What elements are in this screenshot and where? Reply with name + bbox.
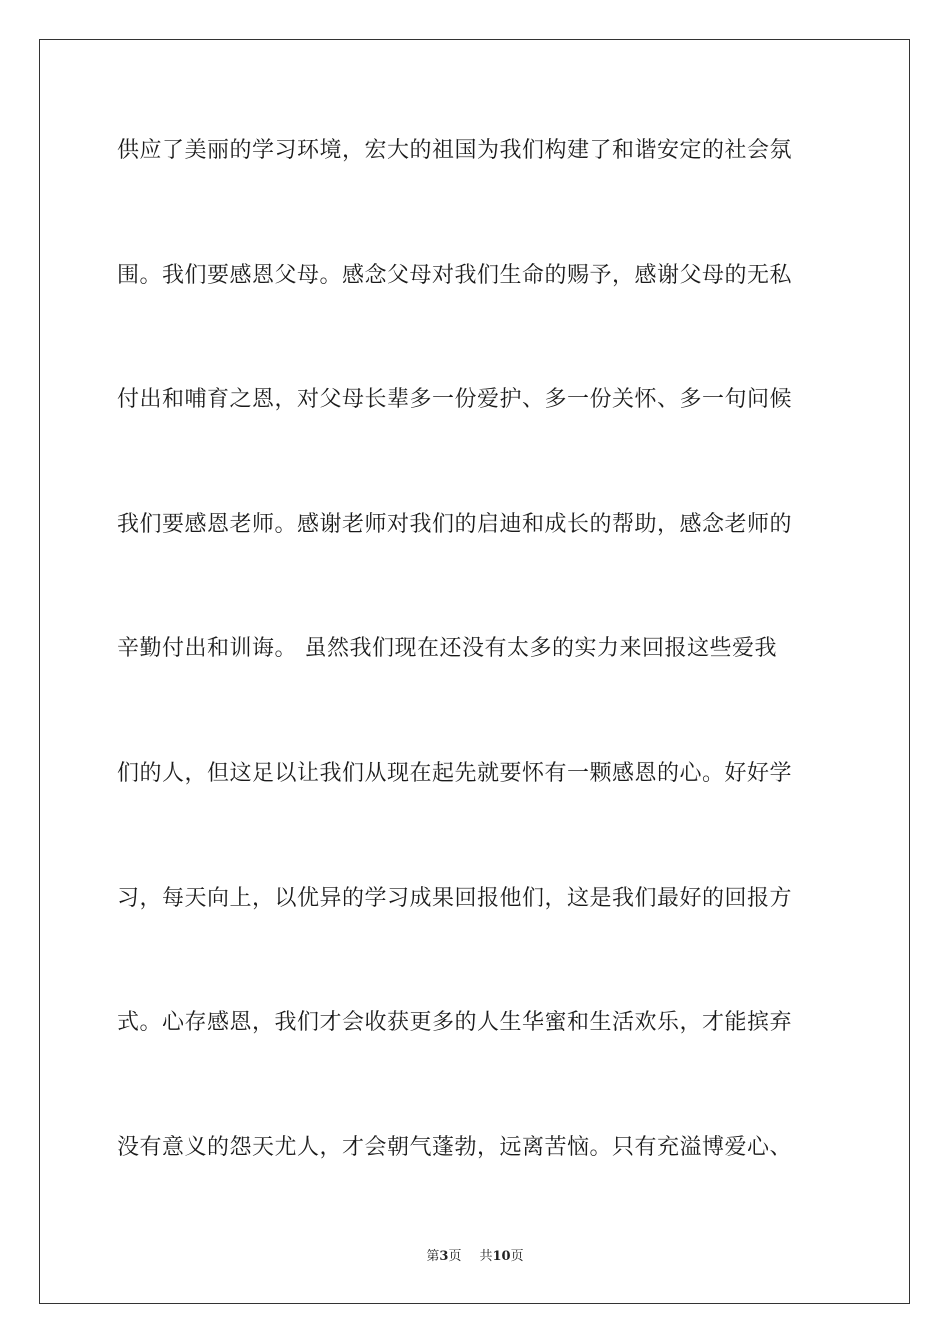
text-line: 围。我们要感恩父母。感念父母对我们生命的赐予，感谢父母的无私: [117, 262, 793, 288]
text-line: 习，每天向上，以优异的学习成果回报他们，这是我们最好的回报方: [117, 885, 793, 911]
total-prefix: 共: [479, 1249, 493, 1264]
page-footer: [0, 1248, 950, 1266]
text-line: 辛勤付出和训诲。 虽然我们现在还没有太多的实力来回报这些爱我: [117, 636, 777, 662]
total-pages: 10: [492, 1249, 511, 1264]
text-line: 没有意义的怨天尤人，才会朝气蓬勃，远离苦恼。只有充溢博爱心、: [117, 1134, 793, 1160]
page-number: 3: [439, 1249, 449, 1264]
text-line: 付出和哺育之恩，对父母长辈多一份爱护、多一份关怀、多一句问候: [117, 387, 793, 413]
total-suffix: 页: [510, 1249, 524, 1264]
text-line: 我们要感恩老师。感谢老师对我们的启迪和成长的帮助，感念老师的: [117, 511, 793, 537]
text-line: 式。心存感恩，我们才会收获更多的人生华蜜和生活欢乐，才能摈弃: [117, 1010, 793, 1036]
text-line: 供应了美丽的学习环境，宏大的祖国为我们构建了和谐安定的社会氛: [117, 138, 793, 163]
page-suffix: 页: [448, 1249, 462, 1264]
body-text: [117, 128, 833, 1249]
page-prefix: 第: [426, 1249, 440, 1264]
text-line: 们的人，但这足以让我们从现在起先就要怀有一颗感恩的心。好好学: [117, 760, 793, 786]
